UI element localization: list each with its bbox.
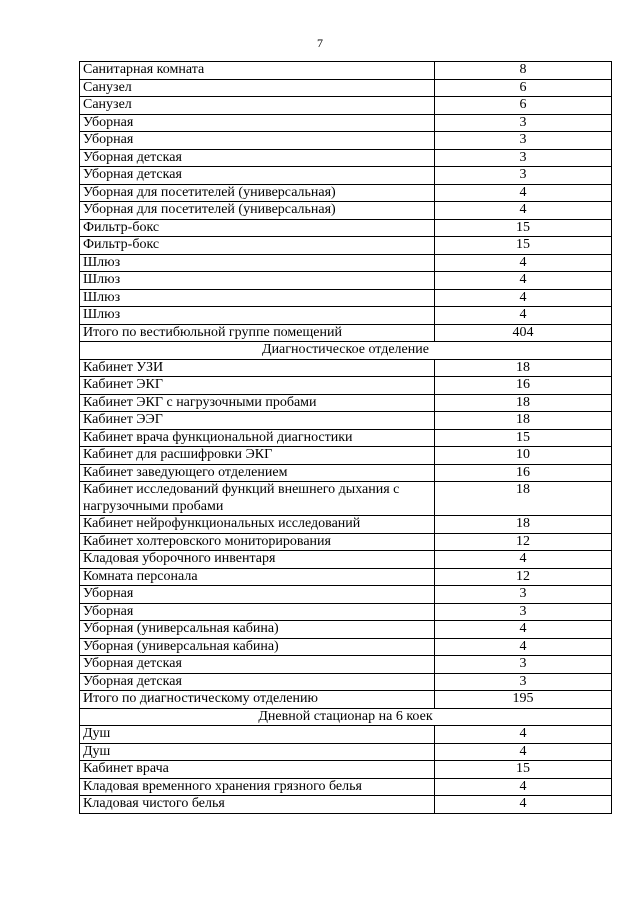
room-name-cell: Фильтр-бокс	[80, 219, 435, 237]
room-area-cell: 3	[435, 656, 612, 674]
table-row	[80, 62, 612, 80]
room-area-cell: 12	[435, 568, 612, 586]
room-name-cell: Кабинет ЭЭГ	[80, 412, 435, 430]
room-name-cell: Шлюз	[80, 307, 435, 325]
table-row	[80, 114, 612, 132]
table-row	[80, 307, 612, 325]
table-row	[80, 79, 612, 97]
table-row	[80, 149, 612, 167]
room-name-cell: Кабинет ЭКГ	[80, 377, 435, 395]
table-row	[80, 377, 612, 395]
table-row	[80, 761, 612, 779]
room-name-cell: Уборная (универсальная кабина)	[80, 638, 435, 656]
room-area-cell: 404	[435, 324, 612, 342]
room-name-cell: Кабинет врача функциональной диагностики	[80, 429, 435, 447]
room-name-cell: Кабинет холтеровского мониторирования	[80, 533, 435, 551]
table-row	[80, 167, 612, 185]
room-area-cell: 18	[435, 412, 612, 430]
room-area-cell: 4	[435, 184, 612, 202]
room-name-cell: Кабинет ЭКГ с нагрузочными пробами	[80, 394, 435, 412]
room-area-cell: 4	[435, 743, 612, 761]
table-row	[80, 586, 612, 604]
room-name-cell: Уборная	[80, 603, 435, 621]
table-row	[80, 464, 612, 482]
room-name-cell: Душ	[80, 743, 435, 761]
room-name-cell: Кабинет для расшифровки ЭКГ	[80, 447, 435, 465]
table-row	[80, 429, 612, 447]
room-area-cell: 4	[435, 638, 612, 656]
room-name-cell: Уборная (универсальная кабина)	[80, 621, 435, 639]
room-area-cell: 12	[435, 533, 612, 551]
table-row	[80, 412, 612, 430]
room-area-cell: 15	[435, 219, 612, 237]
room-area-cell: 6	[435, 79, 612, 97]
room-area-cell: 4	[435, 551, 612, 569]
table-row	[80, 97, 612, 115]
room-area-cell: 15	[435, 761, 612, 779]
room-area-cell: 4	[435, 726, 612, 744]
room-name-cell: Итого по вестибюльной группе помещений	[80, 324, 435, 342]
room-area-cell: 6	[435, 97, 612, 115]
section-header-row	[80, 342, 612, 360]
table-row	[80, 673, 612, 691]
room-area-cell: 15	[435, 429, 612, 447]
room-area-cell: 3	[435, 586, 612, 604]
table-row	[80, 568, 612, 586]
room-name-cell: Уборная	[80, 132, 435, 150]
room-area-cell: 16	[435, 464, 612, 482]
section-title: Дневной стационар на 6 коек	[80, 708, 612, 726]
room-area-cell: 16	[435, 377, 612, 395]
table-row	[80, 202, 612, 220]
table-row	[80, 516, 612, 534]
room-name-cell: Шлюз	[80, 254, 435, 272]
page-number: 7	[317, 36, 323, 50]
room-area-cell: 18	[435, 482, 612, 516]
room-name-cell: Уборная	[80, 586, 435, 604]
room-area-cell: 18	[435, 359, 612, 377]
room-name-cell: Санузел	[80, 97, 435, 115]
room-area-cell: 3	[435, 673, 612, 691]
section-header-row	[80, 708, 612, 726]
room-name-cell: Уборная детская	[80, 656, 435, 674]
room-area-cell: 10	[435, 447, 612, 465]
room-name-cell: Шлюз	[80, 289, 435, 307]
table-row	[80, 289, 612, 307]
room-area-cell: 15	[435, 237, 612, 255]
table-row	[80, 359, 612, 377]
rooms-table	[79, 61, 612, 814]
room-name-cell: Кладовая временного хранения грязного белья	[80, 778, 435, 796]
rooms-table-body	[80, 62, 612, 814]
room-name-cell: Кабинет врача	[80, 761, 435, 779]
table-row	[80, 324, 612, 342]
table-row	[80, 237, 612, 255]
table-row	[80, 447, 612, 465]
room-area-cell: 3	[435, 114, 612, 132]
table-row	[80, 219, 612, 237]
table-row	[80, 184, 612, 202]
table-row	[80, 603, 612, 621]
room-name-cell: Санузел	[80, 79, 435, 97]
room-name-cell: Кабинет исследований функций внешнего дыхания с нагрузочными пробами	[80, 482, 435, 516]
table-row	[80, 533, 612, 551]
table-row	[80, 551, 612, 569]
room-name-cell: Уборная	[80, 114, 435, 132]
room-area-cell: 4	[435, 621, 612, 639]
table-row	[80, 482, 612, 516]
room-area-cell: 3	[435, 603, 612, 621]
room-area-cell: 4	[435, 796, 612, 814]
room-area-cell: 4	[435, 272, 612, 290]
room-area-cell: 4	[435, 778, 612, 796]
table-row	[80, 394, 612, 412]
room-name-cell: Фильтр-бокс	[80, 237, 435, 255]
room-area-cell: 3	[435, 149, 612, 167]
room-area-cell: 3	[435, 132, 612, 150]
table-row	[80, 621, 612, 639]
room-area-cell: 4	[435, 254, 612, 272]
room-name-cell: Кладовая чистого белья	[80, 796, 435, 814]
room-name-cell: Кабинет УЗИ	[80, 359, 435, 377]
room-area-cell: 4	[435, 307, 612, 325]
room-name-cell: Уборная для посетителей (универсальная)	[80, 184, 435, 202]
room-name-cell: Кабинет заведующего отделением	[80, 464, 435, 482]
room-name-cell: Итого по диагностическому отделению	[80, 691, 435, 709]
room-area-cell: 18	[435, 516, 612, 534]
room-name-cell: Комната персонала	[80, 568, 435, 586]
room-name-cell: Санитарная комната	[80, 62, 435, 80]
room-name-cell: Душ	[80, 726, 435, 744]
room-name-cell: Уборная детская	[80, 673, 435, 691]
room-area-cell: 4	[435, 202, 612, 220]
table-row	[80, 656, 612, 674]
table-row	[80, 743, 612, 761]
table-row	[80, 691, 612, 709]
room-area-cell: 195	[435, 691, 612, 709]
room-name-cell: Уборная детская	[80, 167, 435, 185]
room-name-cell: Уборная для посетителей (универсальная)	[80, 202, 435, 220]
table-row	[80, 132, 612, 150]
table-row	[80, 726, 612, 744]
table-row	[80, 638, 612, 656]
table-row	[80, 796, 612, 814]
room-name-cell: Кладовая уборочного инвентаря	[80, 551, 435, 569]
room-area-cell: 8	[435, 62, 612, 80]
room-area-cell: 3	[435, 167, 612, 185]
table-row	[80, 778, 612, 796]
table-row	[80, 254, 612, 272]
room-name-cell: Уборная детская	[80, 149, 435, 167]
room-area-cell: 18	[435, 394, 612, 412]
room-name-cell: Кабинет нейрофункциональных исследований	[80, 516, 435, 534]
room-area-cell: 4	[435, 289, 612, 307]
section-title: Диагностическое отделение	[80, 342, 612, 360]
room-name-cell: Шлюз	[80, 272, 435, 290]
table-row	[80, 272, 612, 290]
